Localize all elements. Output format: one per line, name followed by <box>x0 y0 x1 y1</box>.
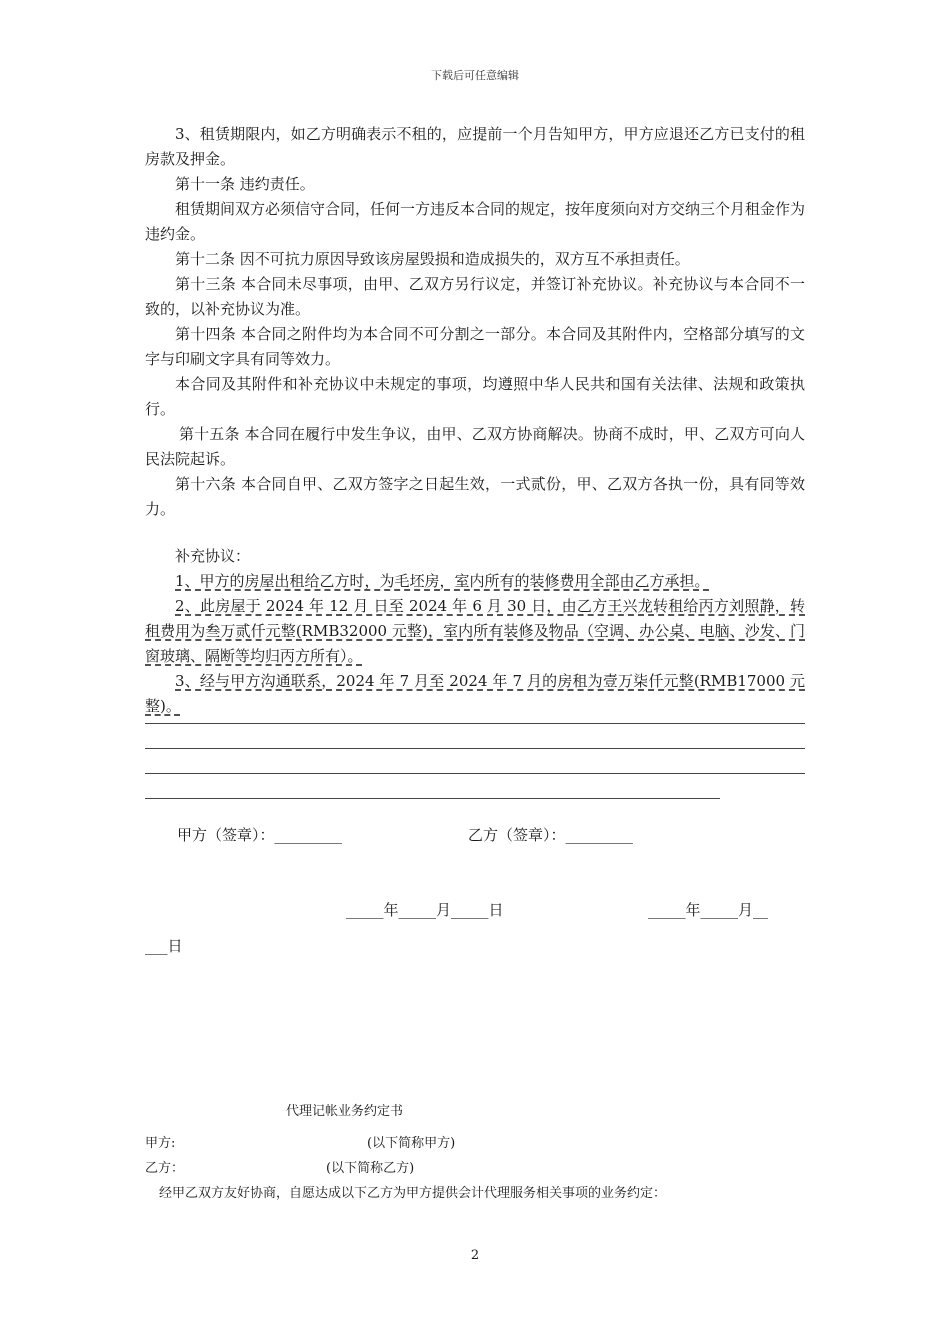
supplement-heading: 补充协议： <box>175 547 251 565</box>
page-header: 下载后可任意编辑 <box>431 69 519 82</box>
appendix-party-a-note: (以下简称甲方) <box>367 1136 456 1151</box>
clause-paragraph: 本合同及其附件和补充协议中未规定的事项，均遵照中华人民共和国有关法律、法规和政策执行。 <box>145 375 805 418</box>
clause-paragraph: 第十五条 本合同在履行中发生争议，由甲、乙双方协商解决。协商不成时，甲、乙双方可向人民法院起诉。 <box>145 425 805 468</box>
appendix-party-a-label: 甲方: <box>145 1136 176 1151</box>
blank-line <box>145 749 805 774</box>
supplement-item: 3、经与甲方沟通联系，2024 年 7 月至 2024 年 7 月的房租为壹万柒仟元整(RMB17000 元整)。 <box>145 672 805 715</box>
appendix-party-b-note: (以下简称乙方) <box>326 1161 415 1176</box>
blank-line <box>145 774 720 799</box>
supplement-item: 2、此房屋于 2024 年 12 月 日至 2024 年 6 月 30 日，由乙方王兴龙转租给丙方刘照静，转租费用为叁万贰仟元整(RMB32000 元整)，室内所有装修及物品（空调、办公桌、电脑、沙发、门窗玻璃、隔断等均归丙方所有）。 <box>145 597 805 665</box>
clause-paragraph: 第十四条 本合同之附件均为本合同不可分割之一部分。本合同及其附件内，空格部分填写的文字与印刷文字具有同等效力。 <box>145 325 805 368</box>
party-b-date: _____年_____月__ <box>648 901 769 919</box>
party-a-signature: 甲方（签章）：_________ <box>177 826 343 844</box>
clause-paragraph: 租赁期间双方必须信守合同，任何一方违反本合同的规定，按年度须向对方交纳三个月租金作为违约金。 <box>145 200 806 243</box>
clause-paragraph: 第十三条 本合同未尽事项，由甲、乙双方另行议定，并签订补充协议。补充协议与本合同不一致的，以补充协议为准。 <box>145 275 805 318</box>
blank-line <box>145 724 805 749</box>
page-number: 2 <box>470 1248 480 1263</box>
clause-paragraph: 第十二条 因不可抗力原因导致该房屋毁损和造成损失的，双方互不承担责任。 <box>175 250 690 268</box>
party-a-date: _____年_____月_____日 <box>346 901 504 919</box>
appendix-title: 代理记帐业务约定书 <box>286 1104 404 1119</box>
clause-paragraph: 第十六条 本合同自甲、乙双方签字之日起生效，一式贰份，甲、乙双方各执一份，具有同等效力。 <box>145 475 805 518</box>
supplement-item: 1、甲方的房屋出租给乙方时，为毛坯房，室内所有的装修费用全部由乙方承担。 <box>175 572 710 590</box>
clause-paragraph: 3、租赁期限内，如乙方明确表示不租的，应提前一个月告知甲方，甲方应退还乙方已支付的租房款及押金。 <box>145 125 805 168</box>
party-b-signature: 乙方（签章）：_________ <box>468 826 634 844</box>
contract-body <box>145 122 805 799</box>
party-b-date-end: ___日 <box>145 937 183 955</box>
clause-heading: 第十一条 违约责任。 <box>175 175 315 193</box>
appendix-party-b-label: 乙方： <box>145 1161 185 1176</box>
appendix-intro: 经甲乙双方友好协商，自愿达成以下乙方为甲方提供会计代理服务相关事项的业务约定： <box>159 1186 667 1201</box>
